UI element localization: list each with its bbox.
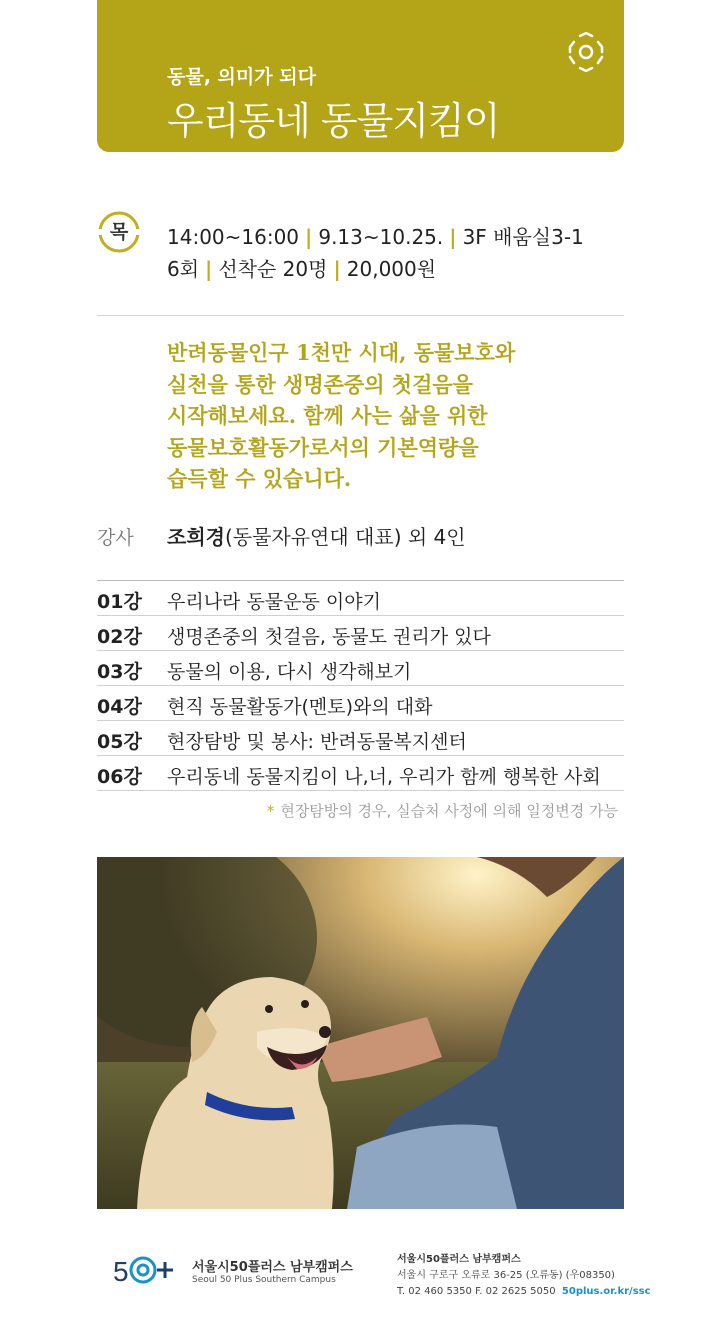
lecturer-detail: (동물자유연대 대표) 외 4인 (224, 525, 466, 549)
lecture-title: 현직 동물활동가(멘토)와의 대화 (167, 696, 433, 718)
org-name: 서울시50플러스 남부캠퍼스 (192, 1260, 353, 1275)
intro-text (167, 337, 607, 495)
lecture-title: 우리나라 동물운동 이야기 (167, 591, 381, 613)
lecture-title: 생명존중의 첫걸음, 동물도 권리가 있다 (167, 626, 491, 648)
capacity: 선착순 20명 (218, 257, 328, 281)
org-name-en: Seoul 50 Plus Southern Campus (192, 1275, 336, 1285)
sessions: 6회 (167, 257, 200, 281)
period: 9.13~10.25. (318, 225, 444, 249)
lecture-row (97, 651, 624, 686)
lecture-title: 현장탐방 및 봉사: 반려동물복지센터 (167, 731, 467, 753)
lecturer-label: 강사 (97, 527, 134, 549)
header-banner (97, 0, 624, 152)
program-subtitle: 동물, 의미가 되다 (167, 66, 316, 88)
campus-name: 서울시50플러스 남부캠퍼스 (397, 1254, 521, 1265)
lecture-row (97, 686, 624, 721)
phone: T. 02 460 5350 F. 02 2625 5050 (397, 1286, 556, 1297)
note-star: * (266, 802, 275, 820)
lecture-number: 03강 (97, 661, 142, 683)
day-badge (97, 210, 141, 254)
intro-line: 시작해보세요. 함께 사는 삶을 위한 (167, 403, 488, 428)
separator: | (333, 257, 341, 281)
day-label: 목 (109, 221, 129, 243)
intro-line: 습득할 수 있습니다. (167, 466, 352, 491)
lecture-row (97, 616, 624, 651)
lecturer-name: 조희경 (167, 525, 225, 549)
logo-five: 5 (113, 1256, 129, 1287)
schedule-line-2 (167, 253, 436, 282)
program-title: 우리동네 동물지킴이 (167, 99, 500, 143)
lecture-number: 04강 (97, 696, 142, 718)
lecture-row (97, 721, 624, 756)
time: 14:00~16:00 (167, 225, 300, 249)
fee: 20,000원 (346, 257, 437, 281)
lecture-number: 06강 (97, 766, 142, 788)
schedule-line-1 (167, 221, 584, 250)
contact-info (397, 1252, 651, 1300)
separator: | (449, 225, 457, 249)
separator: | (305, 225, 313, 249)
dog-photo (97, 857, 624, 1209)
intro-line: 반려동물인구 1천만 시대, 동물보호와 (167, 340, 516, 365)
lecture-list (97, 580, 624, 791)
website-link[interactable]: 50plus.or.kr/ssc (561, 1286, 651, 1297)
lecture-title: 우리동네 동물지킴이 나,너, 우리가 함께 행복한 사회 (167, 766, 601, 788)
divider (97, 315, 624, 316)
lecture-title: 동물의 이용, 다시 생각해보기 (167, 661, 412, 683)
schedule-note (267, 800, 618, 821)
lecture-number: 05강 (97, 731, 142, 753)
lecture-row (97, 756, 624, 791)
lecture-row (97, 581, 624, 616)
lecture-number: 01강 (97, 591, 142, 613)
intro-line: 동물보호활동가로서의 기본역량을 (167, 434, 479, 460)
address: 서울시 구로구 오류로 36-25 (오류동) (우08350) (397, 1270, 615, 1281)
room: 3F 배움실3-1 (462, 225, 584, 249)
note-text: 현장탐방의 경우, 실습처 사정에 의해 일정변경 가능 (280, 802, 618, 820)
fifty-plus-logo (113, 1252, 185, 1288)
gear-lens-icon (566, 32, 606, 72)
phone-fax (397, 1284, 651, 1300)
intro-line: 실천을 통한 생명존중의 첫걸음을 (167, 371, 473, 397)
separator: | (205, 257, 213, 281)
lecturer-info (167, 521, 466, 550)
lecture-number: 02강 (97, 626, 142, 648)
